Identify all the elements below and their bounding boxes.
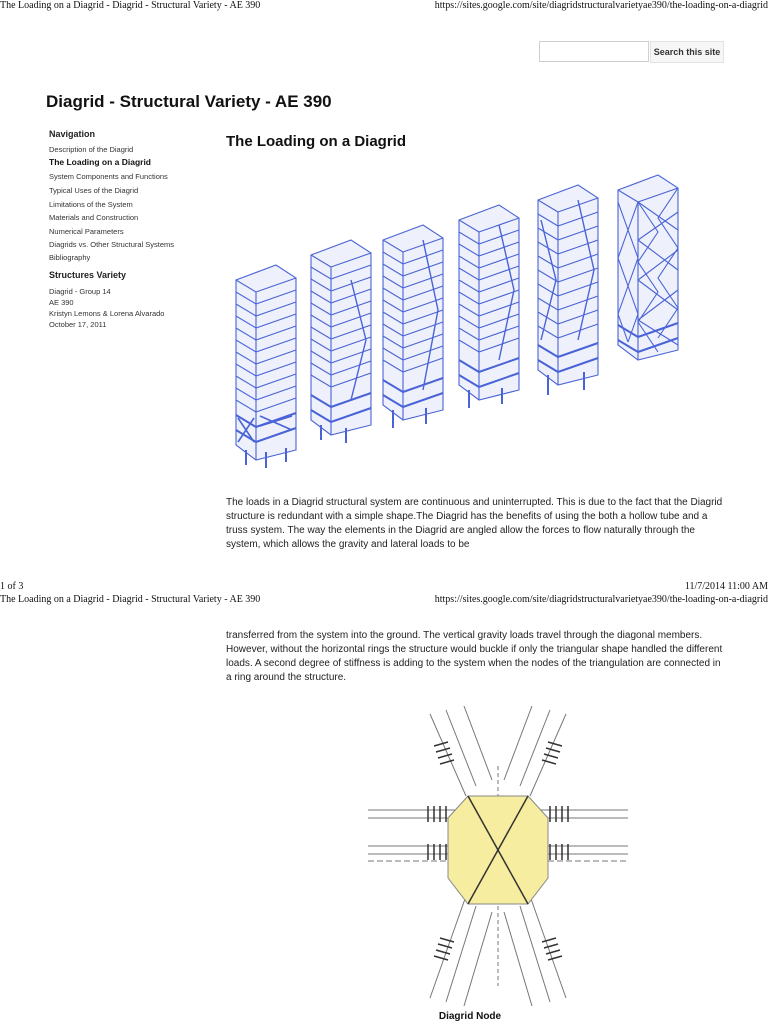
diagrid-node-figure: [368, 706, 628, 1006]
print-footer-page: 1 of 3: [0, 581, 24, 592]
nav-item-typical-uses[interactable]: Typical Uses of the Diagrid: [49, 186, 139, 195]
nav-item-loading[interactable]: The Loading on a Diagrid: [49, 157, 151, 167]
tower-4: [459, 205, 519, 408]
tower-1: [236, 265, 296, 468]
info-course: AE 390: [49, 298, 74, 307]
nav-item-description[interactable]: Description of the Diagrid: [49, 145, 134, 154]
info-group: Diagrid - Group 14: [49, 287, 111, 296]
tower-3: [383, 225, 443, 428]
nav-item-versus[interactable]: Diagrids vs. Other Structural Systems: [49, 240, 175, 249]
info-date: October 17, 2011: [49, 320, 107, 329]
tower-6: [618, 175, 678, 360]
nav-item-materials[interactable]: Materials and Construction: [49, 213, 139, 222]
site-title[interactable]: Diagrid - Structural Variety - AE 390: [46, 92, 332, 111]
figure-caption: Diagrid Node: [438, 1011, 502, 1022]
nav-item-system-components[interactable]: System Components and Functions: [49, 172, 168, 181]
print-header-url: https://sites.google.com/site/diagridstructuralvarietyae390/the-loading-on-a-diagrid: [434, 0, 768, 11]
navigation-heading: Navigation: [49, 129, 96, 139]
tower-5: [538, 185, 598, 395]
body-paragraph-1: The loads in a Diagrid structural system are continuous and uninterrupted. This is due to the fact that the Diagrid structure is redundant with a simple shape.The Diagrid has the benefits of using the both a hollow tube and a truss system. The way the elements in the Diagrid are angled allow the forces to flow naturally through the system, which allows the gravity and lateral loads to be: [226, 497, 723, 550]
nav-item-bibliography[interactable]: Bibliography: [49, 253, 91, 262]
page-title: The Loading on a Diagrid: [226, 133, 406, 150]
print-header-url-page2: https://sites.google.com/site/diagridstructuralvarietyae390/the-loading-on-a-diagrid: [434, 594, 768, 605]
print-header-title-page2: The Loading on a Diagrid - Diagrid - Structural Variety - AE 390: [0, 594, 261, 605]
structures-variety-heading: Structures Variety: [49, 270, 127, 280]
search-button[interactable]: Search this site: [650, 41, 724, 63]
diagrid-towers-figure: [226, 160, 706, 470]
search-input[interactable]: [539, 41, 649, 62]
body-paragraph-2: transferred from the system into the ground. The vertical gravity loads travel through the diagonal members. However, without the horizontal rings the structure would buckle if only the triangular shape handled the different loads. A second degree of stiffness is adding to the system when the nodes of the triangulation are connected in a ring around the structure.: [226, 630, 723, 683]
info-authors: Kristyn Lemons & Lorena Alvarado: [49, 309, 165, 318]
nav-item-limitations[interactable]: Limitations of the System: [49, 200, 133, 209]
print-header-title: The Loading on a Diagrid - Diagrid - Structural Variety - AE 390: [0, 0, 261, 11]
tower-2: [311, 240, 371, 443]
nav-item-numerical[interactable]: Numerical Parameters: [49, 227, 124, 236]
print-footer-datetime: 11/7/2014 11:00 AM: [684, 581, 768, 592]
